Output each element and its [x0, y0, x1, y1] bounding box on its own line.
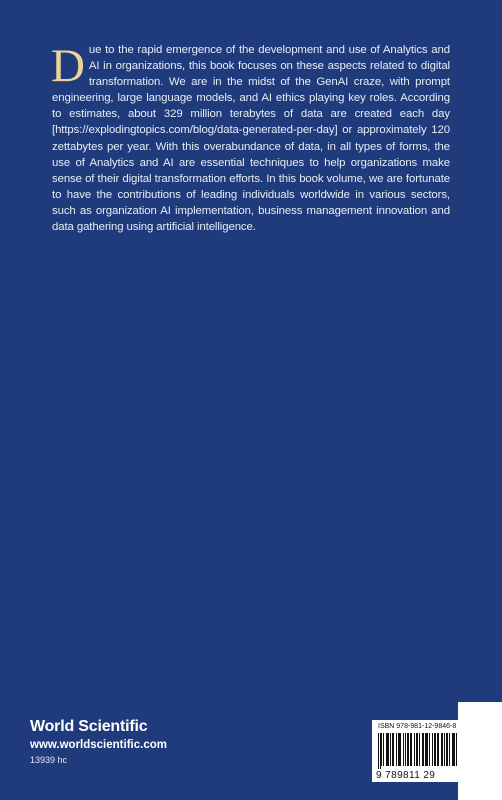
product-code: 13939 hc — [30, 755, 68, 765]
isbn-label: ISBN 978-981-12-9846-8 — [378, 723, 457, 730]
publisher-name: World Scientific — [30, 718, 148, 735]
drop-cap: D — [51, 40, 85, 92]
publisher-block — [30, 717, 167, 766]
cover-edge-cutout — [458, 702, 502, 800]
blurb-paragraph — [52, 42, 450, 235]
blurb-text: ue to the rapid emergence of the development and use of Analytics and AI in organizations, this book focuses on these aspects related to digital transformation. We are in the midst of the GenAI craze, with prompt engineering, large language models, and AI ethics playing key roles. According to estimates, about 329 million terabytes of data are created each day [https://explodingtopics.com/blog/data-generated-per-day] or approximately 120 zettabytes per year. With this overabundance of data, in all types of forms, the use of Analytics and AI are essential techniques to help organizations make sense of their digital transformation efforts. In this book volume, we are fortunate to have the contributions of leading individuals worldwide in various sectors, such as organization AI implementation, business management innovation and data gathering using artificial intelligence. — [52, 44, 450, 234]
barcode-icon — [378, 733, 462, 769]
barcode-box — [372, 720, 468, 782]
publisher-url: www.worldscientific.com — [30, 739, 167, 751]
isbn-digits: 9 789811 29 — [376, 770, 436, 781]
